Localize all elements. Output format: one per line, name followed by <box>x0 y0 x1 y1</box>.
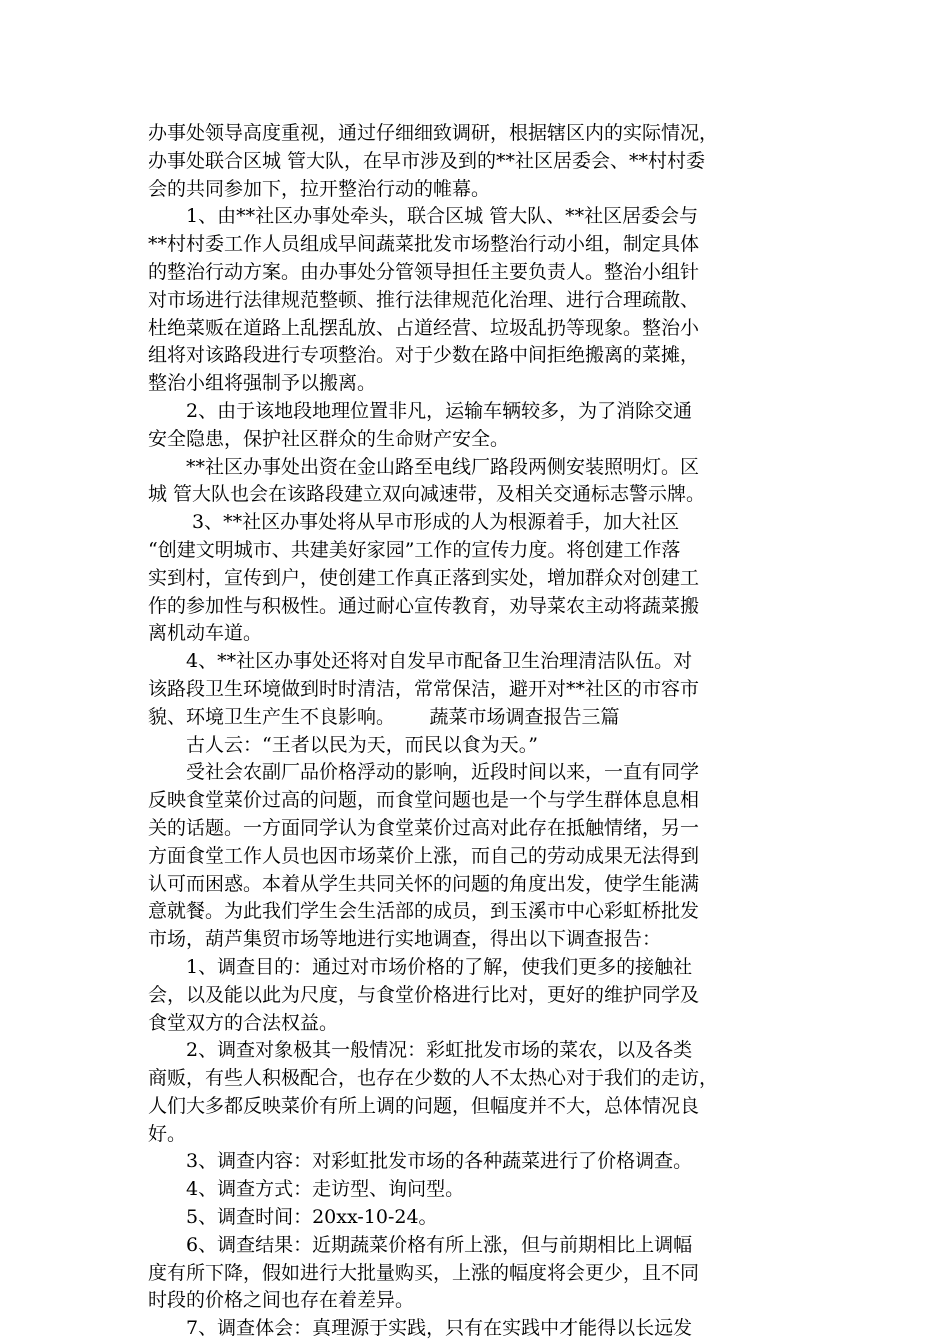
text-line: **社区办事处出资在金山路至电线厂路段两侧安装照明灯。区 <box>148 455 700 478</box>
paragraph <box>148 203 808 398</box>
paragraph <box>148 1037 808 1148</box>
paragraph <box>148 732 808 760</box>
text-line: 5、调查时间：20xx-10-24。 <box>148 1206 438 1229</box>
text-line: 的整治行动方案。由办事处分管领导担任主要负责人。整治小组针 <box>148 260 700 283</box>
text-line: 7、调查体会：真理源于实践，只有在实践中才能得以长远发 <box>148 1317 693 1340</box>
text-line: 古人云：“王者以民为天，而民以食为天。” <box>148 733 538 756</box>
text-line: 2、由于该地段地理位置非凡，运输车辆较多，为了消除交通 <box>148 399 693 422</box>
paragraph <box>148 1204 808 1232</box>
text-line: 受社会农副厂品价格浮动的影响，近段时间以来，一直有同学 <box>148 761 700 784</box>
text-line: 作的参加性与积极性。通过耐心宣传教育，劝导菜农主动将蔬菜搬 <box>148 594 700 617</box>
text-line: 办事处领导高度重视，通过仔细细致调研，根据辖区内的实际情况， <box>148 122 719 144</box>
text-line: 3、调查内容：对彩虹批发市场的各种蔬菜进行了价格调查。 <box>148 1150 693 1173</box>
text-line: 2、调查对象极其一般情况：彩虹批发市场的菜农，以及各类 <box>148 1039 693 1062</box>
paragraph <box>148 759 808 954</box>
paragraph <box>148 120 808 203</box>
text-line: 度有所下降，假如进行大批量购买，上涨的幅度将会更少，且不同 <box>148 1261 700 1284</box>
paragraph <box>148 954 808 1037</box>
text-line: 会的共同参加下，拉开整治行动的帷幕。 <box>148 177 491 200</box>
text-line: 3、**社区办事处将从早市形成的人为根源着手，加大社区 <box>148 511 680 534</box>
text-line: 对市场进行法律规范整顿、推行法律规范化治理、进行合理疏散、 <box>148 288 700 311</box>
text-line: 实到村，宣传到户，使创建工作真正落到实处，增加群众对创建工 <box>148 566 700 589</box>
text-line: 整治小组将强制予以搬离。 <box>148 372 377 395</box>
text-line: 离机动车道。 <box>148 622 263 645</box>
paragraph <box>148 398 808 454</box>
text-line: 6、调查结果：近期蔬菜价格有所上涨，但与前期相比上调幅 <box>148 1233 693 1256</box>
text-line: 反映食堂菜价过高的问题，而食堂问题也是一个与学生群体息息相 <box>148 789 700 812</box>
text-line: 安全隐患，保护社区群众的生命财产安全。 <box>148 427 510 450</box>
text-line: 4、调查方式：走访型、询问型。 <box>148 1178 465 1201</box>
text-line: 4、**社区办事处还将对自发早市配备卫生治理清洁队伍。对 <box>148 650 693 673</box>
text-line: “创建文明城市、共建美好家园”工作的宣传力度。将创建工作落 <box>148 538 681 561</box>
text-line: 认可而困惑。本着从学生共同关怀的问题的角度出发，使学生能满 <box>148 872 700 895</box>
text-line: 组将对该路段进行专项整治。对于少数在路中间拒绝搬离的菜摊， <box>148 344 700 367</box>
text-line: 人们大多都反映菜价有所上调的问题，但幅度并不大，总体情况良 <box>148 1094 700 1117</box>
paragraph <box>148 1232 808 1315</box>
text-line: 食堂双方的合法权益。 <box>148 1011 339 1034</box>
text-line: 1、调查目的：通过对市场价格的了解，使我们更多的接触社 <box>148 955 693 978</box>
document-body <box>148 120 808 1343</box>
text-line: 该路段卫生环境做到时时清洁，常常保洁，避开对**社区的市容市 <box>148 677 700 700</box>
paragraph <box>148 648 808 731</box>
paragraph <box>148 1148 808 1176</box>
paragraph <box>148 509 808 648</box>
paragraph <box>148 1315 808 1343</box>
text-line: 1、由**社区办事处牵头，联合区城 管大队、**社区居委会与 <box>148 205 699 228</box>
paragraph <box>148 1176 808 1204</box>
text-line: 好。 <box>148 1122 187 1145</box>
text-line: 关的话题。一方面同学认为食堂菜价过高对此存在抵触情绪，另一 <box>148 816 700 839</box>
text-line: 方面食堂工作人员也因市场菜价上涨，而自己的劳动成果无法得到 <box>148 844 700 867</box>
text-line: 会，以及能以此为尺度，与食堂价格进行比对，更好的维护同学及 <box>148 983 700 1006</box>
text-line: 貌、环境卫生产生不良影响。 蔬菜市场调查报告三篇 <box>148 705 620 728</box>
text-line: 意就餐。为此我们学生会生活部的成员，到玉溪市中心彩虹桥批发 <box>148 900 700 923</box>
paragraph <box>148 454 808 510</box>
text-line: 商贩，有些人积极配合，也存在少数的人不太热心对于我们的走访， <box>148 1067 719 1090</box>
text-line: 杜绝菜贩在道路上乱摆乱放、占道经营、垃圾乱扔等现象。整治小 <box>148 316 700 339</box>
text-line: 城 管大队也会在该路段建立双向减速带，及相关交通标志警示牌。 <box>148 483 706 506</box>
text-line: **村村委工作人员组成早间蔬菜批发市场整治行动小组，制定具体 <box>148 233 700 256</box>
text-line: 办事处联合区城 管大队，在早市涉及到的**社区居委会、**村村委 <box>148 149 706 172</box>
text-line: 时段的价格之间也存在着差异。 <box>148 1289 415 1312</box>
text-line: 市场，葫芦集贸市场等地进行实地调查，得出以下调查报告： <box>148 928 662 951</box>
